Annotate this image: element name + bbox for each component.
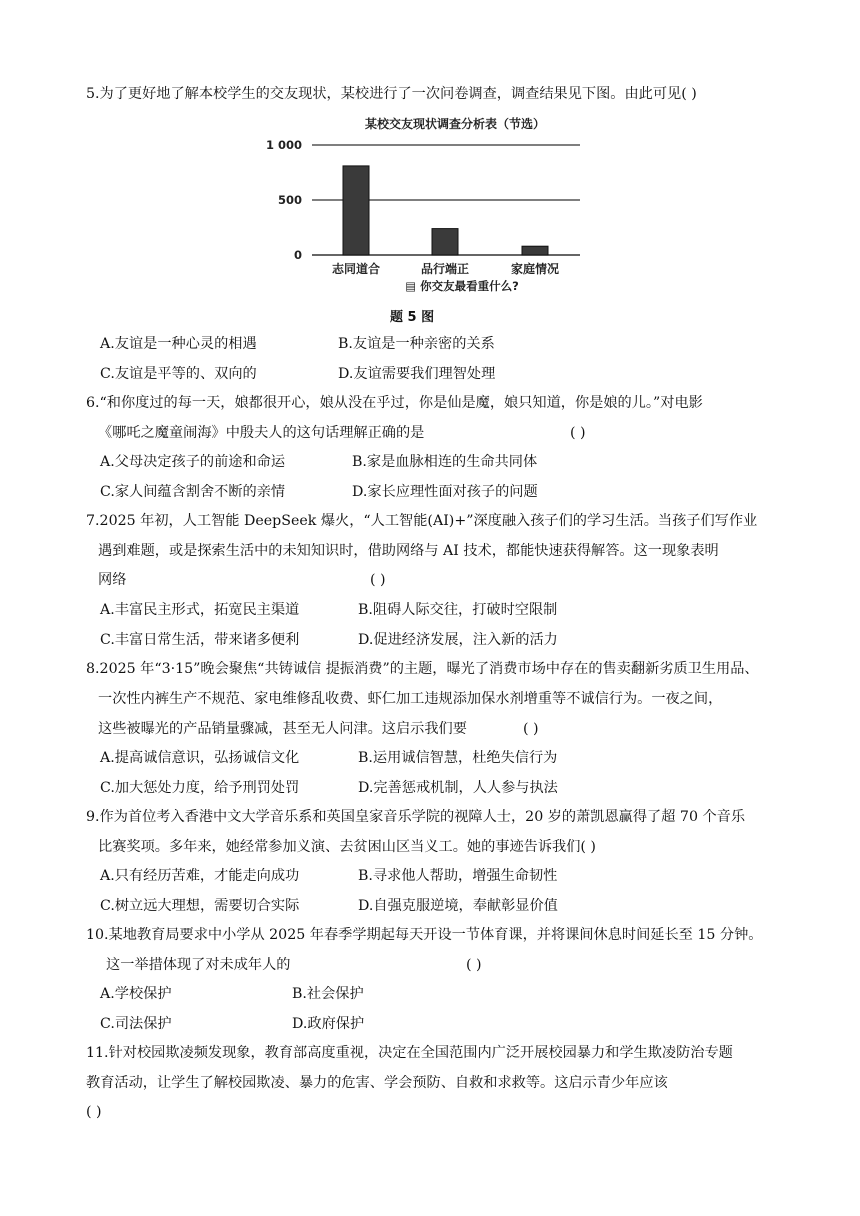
q7-option-a: A.丰富民主形式，拓宽民主渠道 bbox=[100, 602, 300, 618]
y-tick-label: 1 000 bbox=[265, 138, 302, 152]
q9-option-b: B.寻求他人帮助，增强生命韧性 bbox=[358, 868, 558, 884]
q10-option-b: B.社会保护 bbox=[292, 986, 364, 1002]
q8-answer-paren: ( ) bbox=[523, 721, 539, 737]
x-tick-label: 家庭情况 bbox=[510, 262, 560, 276]
q8-stem-line2: 一次性内裤生产不规范、家电维修乱收费、虾仁加工违规添加保水剂增重等不诚信行为。一夜之间， bbox=[98, 691, 723, 707]
q9-option-d: D.自强克服逆境，奉献彰显价值 bbox=[358, 898, 558, 914]
q8-stem-line1: 8.2025 年“3·15”晚会聚焦“共铸诚信 提振消费”的主题，曝光了消费市场中存在的售卖翻新劣质卫生用品、 bbox=[86, 661, 759, 677]
q8-option-a: A.提高诚信意识，弘扬诚信文化 bbox=[100, 750, 300, 766]
y-tick-label: 0 bbox=[293, 248, 302, 262]
q5-stem: 5.为了更好地了解本校学生的交友现状，某校进行了一次问卷调查，调查结果见下图。由此可见( ) bbox=[86, 86, 697, 102]
q8-stem-line3: 这些被曝光的产品销量骤减，甚至无人问津。这启示我们要 bbox=[98, 721, 467, 737]
q7-option-b: B.阻碍人际交往，打破时空限制 bbox=[358, 602, 558, 618]
q10-answer-paren: ( ) bbox=[466, 957, 482, 973]
q7-answer-paren: ( ) bbox=[370, 572, 386, 588]
q6-stem-line2: 《哪吒之魔童闹海》中殷夫人的这句话理解正确的是 bbox=[98, 425, 425, 441]
q10-option-a: A.学校保护 bbox=[100, 986, 172, 1002]
q7-option-c: C.丰富日常生活，带来诸多便利 bbox=[100, 632, 300, 648]
q6-option-d: D.家长应理性面对孩子的问题 bbox=[352, 484, 538, 500]
bar-chart bbox=[265, 110, 590, 310]
q5-option-a: A.友谊是一种心灵的相遇 bbox=[100, 336, 257, 352]
q9-option-c: C.树立远大理想，需要切合实际 bbox=[100, 898, 300, 914]
q6-option-b: B.家是血脉相连的生命共同体 bbox=[352, 454, 538, 470]
q11-stem-line3: ( ) bbox=[86, 1104, 102, 1120]
bar bbox=[522, 246, 548, 255]
chart-legend: ▤ 你交友最看重什么? bbox=[405, 279, 519, 293]
q8-option-b: B.运用诚信智慧，杜绝失信行为 bbox=[358, 750, 558, 766]
q5-chart bbox=[265, 110, 590, 310]
q7-option-d: D.促进经济发展，注入新的活力 bbox=[358, 632, 558, 648]
q9-stem-line2: 比赛奖项。多年来，她经常参加义演、去贫困山区当义工。她的事迹告诉我们( ) bbox=[98, 839, 596, 855]
q5-option-d: D.友谊需要我们理智处理 bbox=[338, 366, 496, 382]
q6-answer-paren: ( ) bbox=[570, 425, 586, 441]
q9-option-a: A.只有经历苦难，才能走向成功 bbox=[100, 868, 300, 884]
chart-y-ticks bbox=[266, 138, 302, 262]
bar bbox=[343, 166, 369, 255]
chart-bars bbox=[343, 166, 548, 255]
chart-x-labels bbox=[332, 261, 559, 276]
q7-stem-line1: 7.2025 年初，人工智能 DeepSeek 爆火，“人工智能(AI)+”深度融入孩子们的学习生活。当孩子们写作业 bbox=[86, 513, 758, 529]
q6-option-a: A.父母决定孩子的前途和命运 bbox=[100, 454, 286, 470]
q10-stem-line1: 10.某地教育局要求中小学从 2025 年春季学期起每天开设一节体育课，并将课间休息时间延长至 15 分钟。 bbox=[86, 927, 763, 943]
q6-stem-line1: 6.“和你度过的每一天，娘都很开心，娘从没在乎过，你是仙是魔，娘只知道，你是娘的儿。”对电影 bbox=[86, 395, 703, 411]
x-tick-label: 品行端正 bbox=[420, 262, 470, 276]
q10-option-c: C.司法保护 bbox=[100, 1016, 172, 1032]
q10-stem-line2: 这一举措体现了对未成年人的 bbox=[106, 957, 291, 973]
y-tick-label: 500 bbox=[277, 193, 302, 207]
q7-stem-line3: 网络 bbox=[98, 572, 127, 588]
q8-option-c: C.加大惩处力度，给予刑罚处罚 bbox=[100, 780, 300, 796]
q7-stem-line2: 遇到难题，或是探索生活中的未知知识时，借助网络与 AI 技术，都能快速获得解答。这一现象表明 bbox=[98, 543, 719, 559]
bar bbox=[432, 229, 458, 255]
x-tick-label: 志同道合 bbox=[331, 262, 381, 276]
q5-figure-caption: 题 5 图 bbox=[390, 310, 435, 325]
q8-option-d: D.完善惩戒机制，人人参与执法 bbox=[358, 780, 558, 796]
chart-title: 某校交友现状调查分析表（节选） bbox=[364, 117, 546, 131]
q11-stem-line1: 11.针对校园欺凌频发现象，教育部高度重视，决定在全国范围内广泛开展校园暴力和学生欺凌防治专题 bbox=[86, 1045, 733, 1061]
q10-option-d: D.政府保护 bbox=[292, 1016, 365, 1032]
q9-stem-line1: 9.作为首位考入香港中文大学音乐系和英国皇家音乐学院的视障人士，20 岁的萧凯恩赢得了超 70 个音乐 bbox=[86, 809, 746, 825]
q11-stem-line2: 教育活动，让学生了解校园欺凌、暴力的危害、学会预防、自救和求救等。这启示青少年应该 bbox=[86, 1075, 668, 1091]
q6-option-c: C.家人间蕴含割舍不断的亲情 bbox=[100, 484, 286, 500]
q5-option-b: B.友谊是一种亲密的关系 bbox=[338, 336, 495, 352]
q5-option-c: C.友谊是平等的、双向的 bbox=[100, 366, 257, 382]
